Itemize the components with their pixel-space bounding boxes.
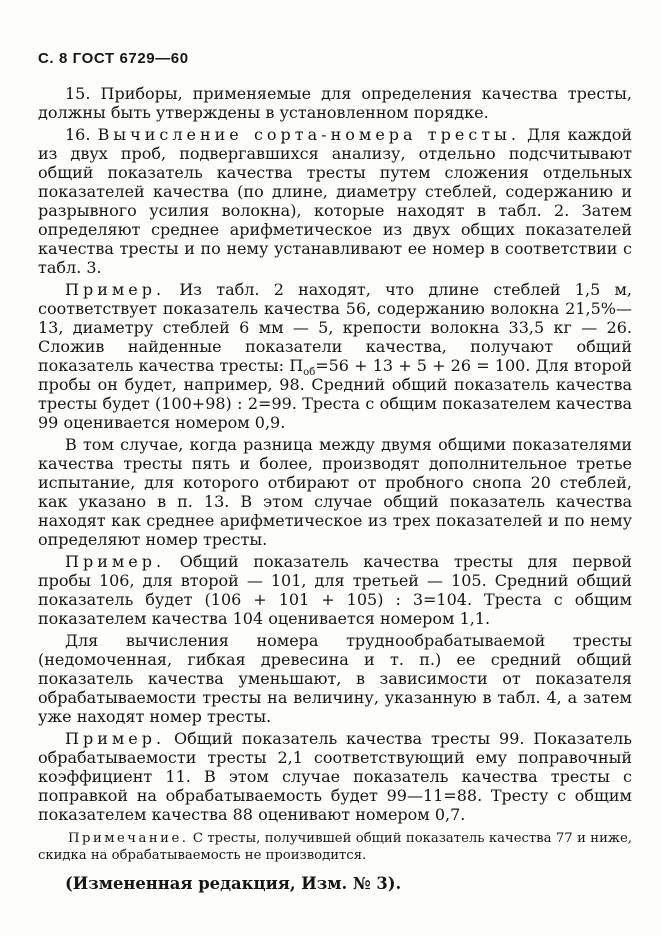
paragraph-third-test: В том случае, когда разница между двумя общими показателями качества тресты пять и более, производят дополнительное третье испытание, для которого отбирают от пробного снопа 20 стеблей, как указано в п. 13. В этом случае общий показатель качества находят как среднее арифметическое из трех показателей и по нему определяют номер тресты. — [38, 435, 632, 549]
paragraph-16 — [38, 125, 632, 277]
example-2-lead: Пример. — [65, 552, 166, 571]
amendment-line: (Измененная редакция, Изм. № 3). — [65, 874, 402, 893]
note-lead: Примечание. — [68, 831, 189, 846]
paragraph-16-spaced-heading: Вычисление сорта-номера тресты. — [97, 125, 520, 144]
paragraph-hard-tresta: Для вычисления номера труднообрабатываемой тресты (недомоченная, гибкая древесина и т. п.) ее средний общий показатель качества уменьшают, в зависимости от показателя обрабатываемости тресты на величину, указанную в табл. 4, а затем уже находят номер тресты. — [38, 631, 632, 726]
example-3-lead: Пример. — [65, 729, 166, 748]
note — [38, 831, 632, 864]
example-1-text-after-formula: =56 + 13 + 5 + 26 = 100. Для второй пробы он будет, например, 98. Средний общий показатель качества тресты будет (100+98) : 2=99. Треста с общим показателем качества 99 оценивается номером 0,9. — [38, 356, 632, 432]
example-3-text: Общий показатель качества тресты 99. Показатель обрабатываемости тресты 2,1 соответствующий ему поправочный коэффициент 11. В этом случае показатель качества тресты с поправкой на обрабатываемость будет 99—11=88. Тресту с общим показателем качества 88 оценивают номером 0,7. — [38, 729, 632, 824]
note-text: С тресты, получившей общий показатель качества 77 и ниже, скидка на обрабатываемость не производится. — [38, 831, 632, 863]
example-1-lead: Пример. — [65, 280, 166, 299]
example-1-text-before-formula: Из табл. 2 находят, что длине стеблей 1,5 м, соответствует показатель качества 56, содержанию волокна 21,5%—13, диаметру стеблей 6 мм — 5, крепости волокна 33,5 кг — 26. Сложив найденные показатели качества, получают общий показатель качества тресты: П — [38, 280, 632, 375]
formula-subscript: об — [303, 367, 316, 379]
running-header: С. 8 ГОСТ 6729—60 — [38, 50, 189, 67]
paragraph-16-body: Для каждой из двух проб, подвергавшихся анализу, отдельно подсчитывают общий показатель качества тресты путем сложения отдельных показателей качества (по длине, диаметру стеблей, содержанию и разрывного усилия волокна), которые находят в табл. 2. Затем определяют среднее арифметическое из двух общих показателей качества тресты и по нему устанавливают ее номер в соответствии с табл. 3. — [38, 125, 633, 277]
example-2 — [38, 552, 632, 628]
example-1 — [38, 280, 632, 432]
paragraph-16-number: 16. — [65, 125, 98, 144]
paragraph-15: 15. Приборы, применяемые для определения качества тресты, должны быть утверждены в установленном порядке. — [38, 84, 632, 122]
example-3 — [38, 729, 632, 824]
example-2-text: Общий показатель качества тресты для первой пробы 106, для второй — 101, для третьей — 105. Средний общий показатель будет (106 + 101 + 105) : 3=104. Треста с общим показателем качества 104 оценивается номером 1,1. — [38, 552, 632, 628]
